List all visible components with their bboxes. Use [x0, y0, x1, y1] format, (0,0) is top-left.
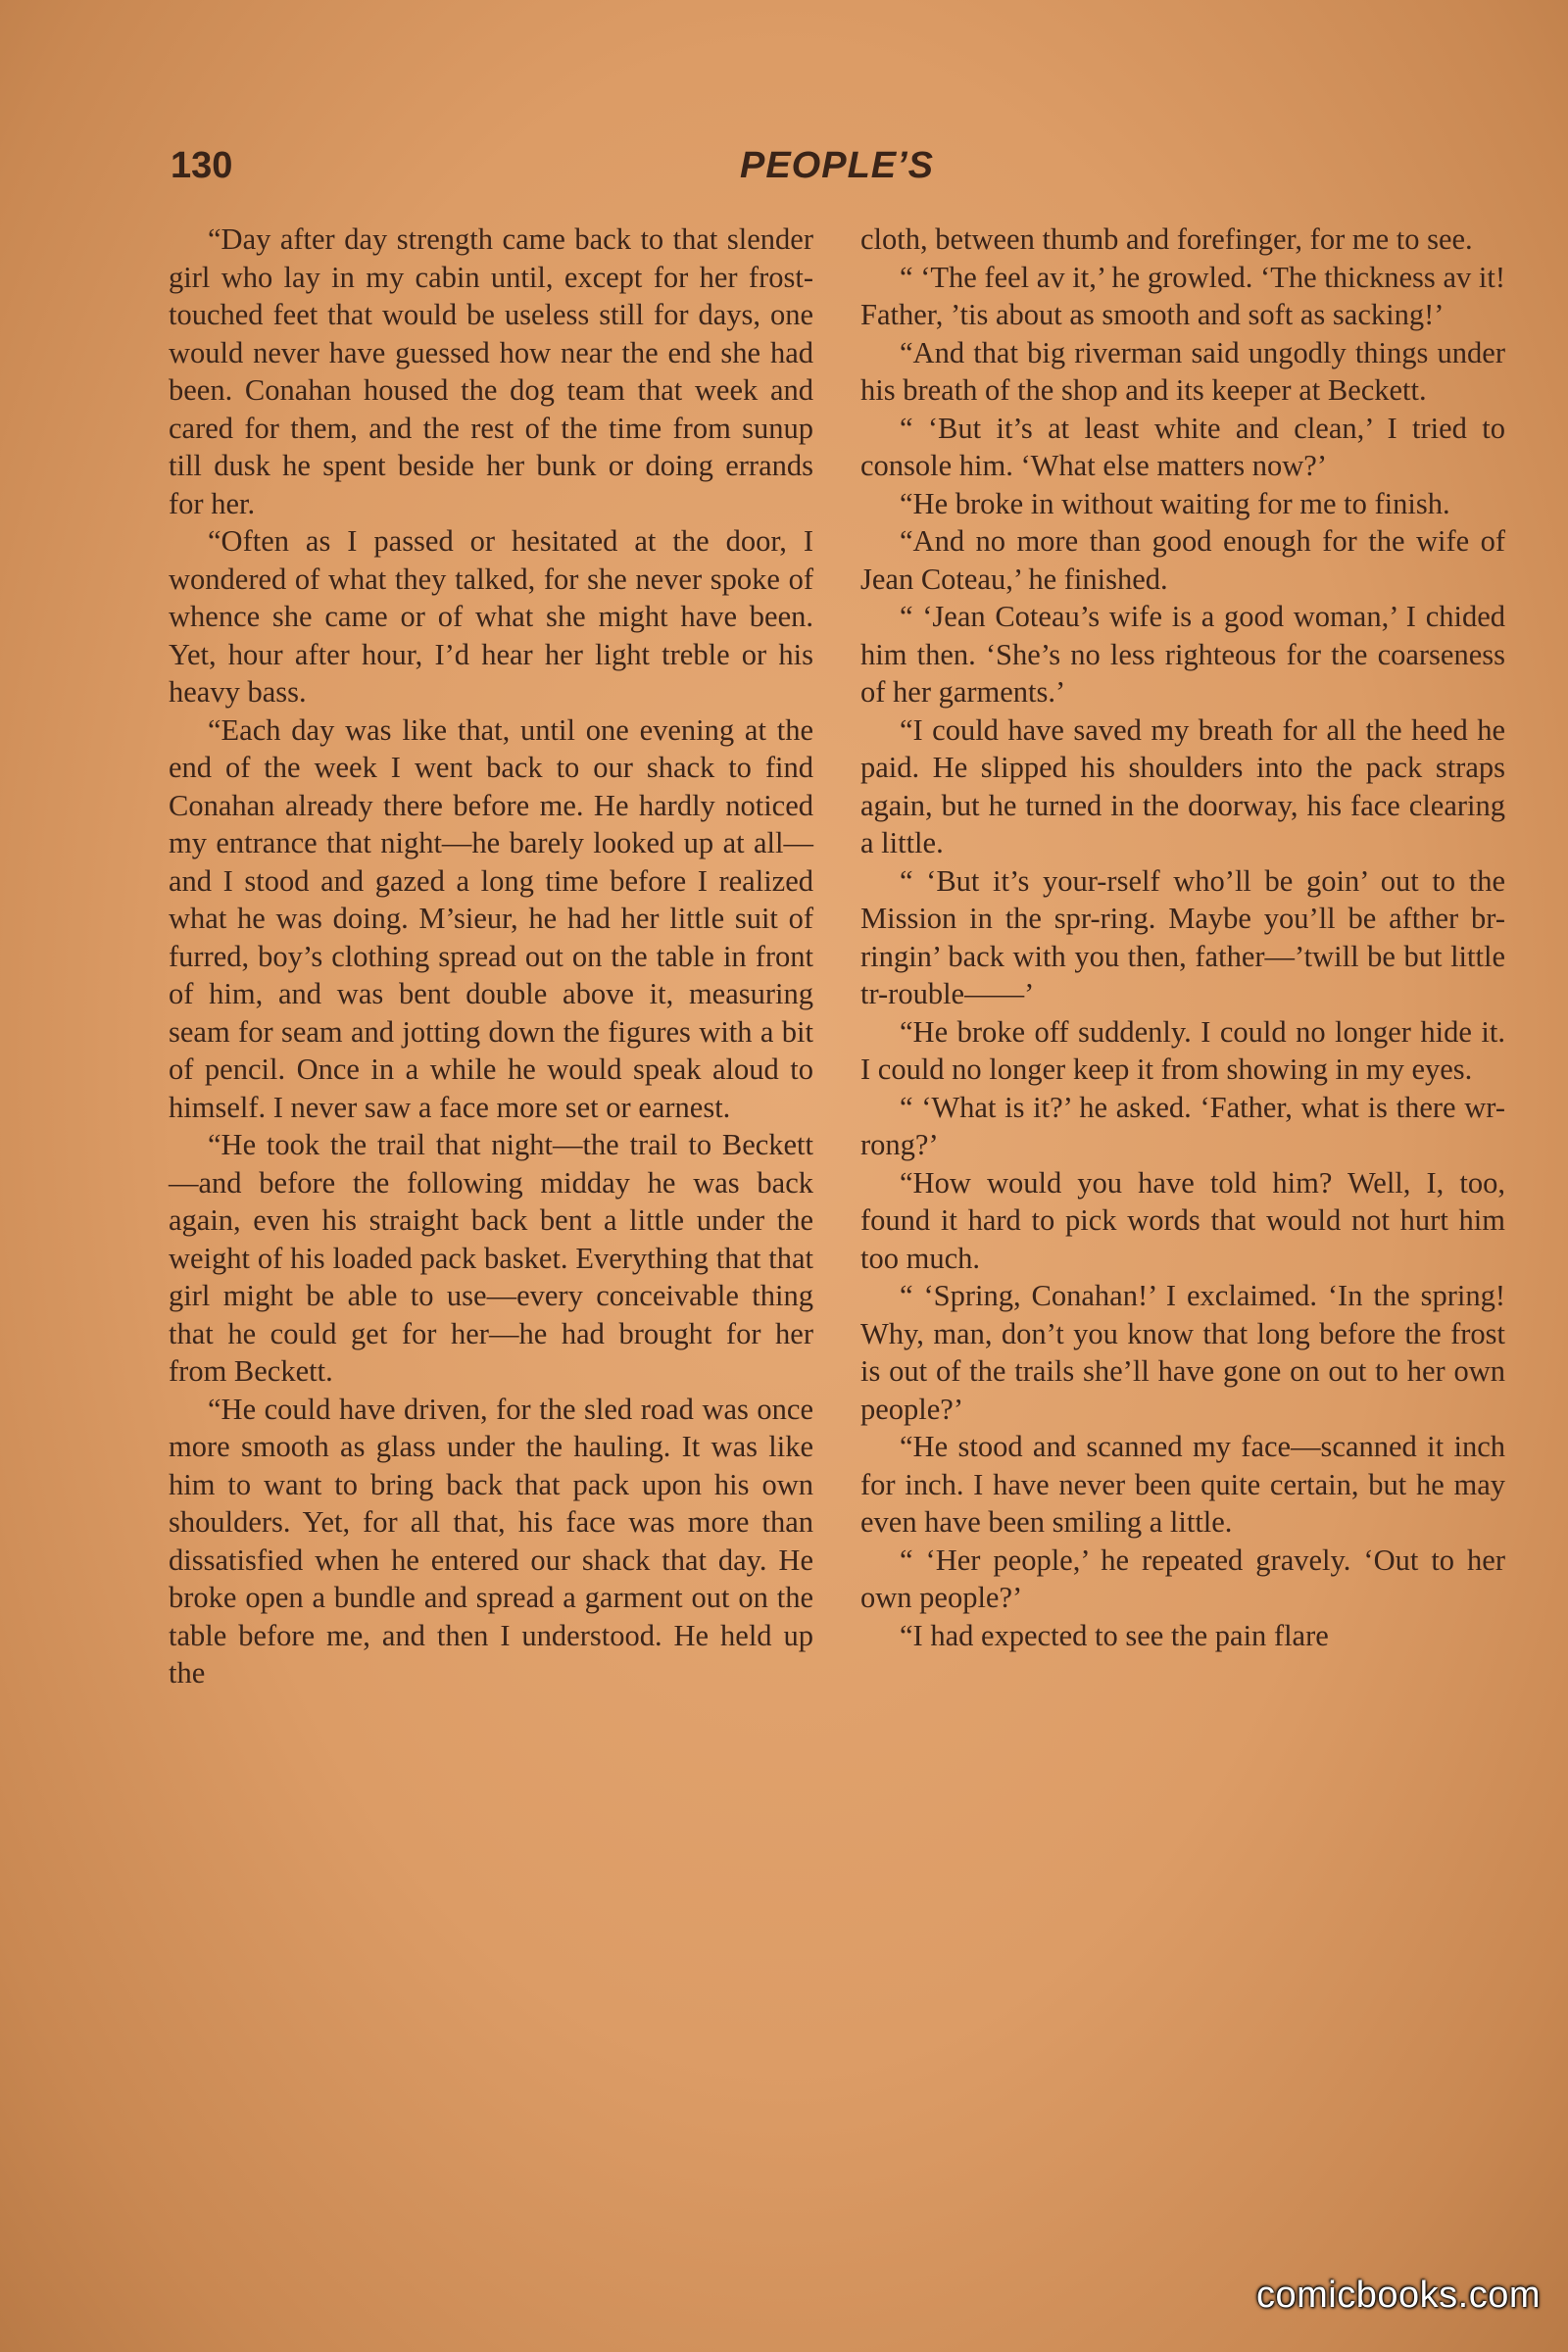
paragraph: “Each day was like that, until one evening at the end of the week I went back to our shack to find Conahan already there before me. He hardly noticed my entrance that night—he barely looked up at all—and I stood and gazed a long time before I realized what he was doing. M’sieur, he had her little suit of furred, boy’s clothing spread out on the table in front of him, and was bent double above it, measuring seam for seam and jotting down the figures with a bit of pencil. Once in a while he would speak aloud to himself. I never saw a face more set or earnest.: [169, 712, 813, 1124]
page-header: [165, 145, 1509, 194]
paragraph: “Often as I passed or hesitated at the door, I wondered of what they talked, for she never spoke of whence she came or of what she might have been. Yet, hour after hour, I’d hear her light treble or his heavy bass.: [169, 524, 813, 709]
paragraph: “And no more than good enough for the wife of Jean Coteau,’ he finished.: [860, 524, 1505, 596]
paragraph: “ ‘Her people,’ he repeated gravely. ‘Out to her own people?’: [860, 1543, 1505, 1614]
paragraph: “ ‘What is it?’ he asked. ‘Father, what is there wr-rong?’: [860, 1090, 1505, 1161]
paragraph-continuation: cloth, between thumb and forefinger, for me to see.: [860, 222, 1473, 256]
paragraph: “ ‘But it’s your-rself who’ll be goin’ out to the Mission in the spr-ring. Maybe you’ll be afther br-ringin’ back with you then, father—’twill be but little tr-rouble——’: [860, 863, 1505, 1010]
right-column: [860, 220, 1505, 1654]
paragraph: “ ‘Jean Coteau’s wife is a good woman,’ I chided him then. ‘She’s no less righteous for the coarseness of her garments.’: [860, 600, 1505, 709]
paragraph: “And that big riverman said ungodly things under his breath of the shop and its keeper at Beckett.: [860, 335, 1505, 407]
paragraph: “He stood and scanned my face—scanned it inch for inch. I have never been quite certain, but he may even have been smiling a little.: [860, 1430, 1505, 1539]
paragraph: “ ‘Spring, Conahan!’ I exclaimed. ‘In the spring! Why, man, don’t you know that long before the frost is out of the trails she’ll have gone on out to her own people?’: [860, 1279, 1505, 1426]
left-column: [169, 220, 813, 1692]
page-number: 130: [171, 145, 233, 186]
paragraph: “Day after day strength came back to that slender girl who lay in my cabin until, except for her frost-touched feet that would be useless still for days, one would never have guessed how near the end she had been. Conahan housed the dog team that week and cared for them, and the rest of the time from sunup till dusk he spent beside her bunk or doing errands for her.: [169, 222, 813, 520]
paragraph: “He broke off suddenly. I could no longer hide it. I could no longer keep it from showing in my eyes.: [860, 1014, 1505, 1086]
paragraph: “ ‘But it’s at least white and clean,’ I tried to console him. ‘What else matters now?’: [860, 411, 1505, 482]
paragraph: “He broke in without waiting for me to finish.: [900, 486, 1450, 520]
running-head: PEOPLE’S: [739, 145, 935, 186]
paragraph: “He could have driven, for the sled road was once more smooth as glass under the hauling. It was like him to want to bring back that pack upon his own shoulders. Yet, for all that, his face was more than dissatisfied when he entered our shack that day. He broke open a bundle and spread a garment out on the table before me, and then I understood. He held up the: [169, 1392, 813, 1690]
paragraph: “How would you have told him? Well, I, too, found it hard to pick words that would not hurt him too much.: [860, 1165, 1505, 1275]
paragraph: “ ‘The feel av it,’ he growled. ‘The thickness av it! Father, ’tis about as smooth and soft as sacking!’: [860, 260, 1505, 331]
watermark: comicbooks.com: [1256, 2275, 1541, 2316]
paragraph: “I could have saved my breath for all the heed he paid. He slipped his shoulders into the pack straps again, but he turned in the doorway, his face clearing a little.: [860, 712, 1505, 859]
paragraph: “I had expected to see the pain flare: [900, 1618, 1329, 1652]
paragraph: “He took the trail that night—the trail to Beckett—and before the following midday he was back again, even his straight back bent a little under the weight of his loaded pack basket. Everything that that girl might be able to use—every conceivable thing that he could get for her—he had brought for her from Beckett.: [169, 1128, 813, 1388]
